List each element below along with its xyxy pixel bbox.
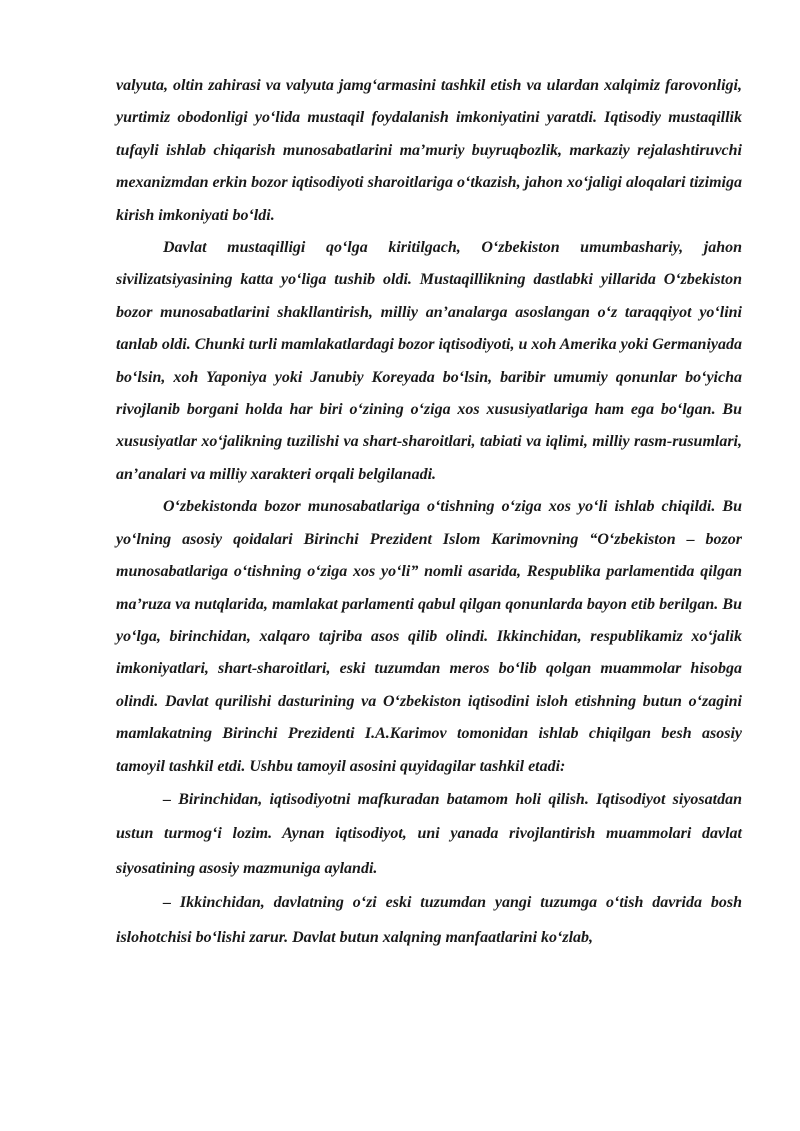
- list-item-second-principle: – Ikkinchidan, davlatning o‘zi eski tuzumdan yangi tuzumga o‘tish davrida bosh islohotchisi bo‘lishi zarur. Davlat butun xalqning manfaatlarini ko‘zlab,: [116, 894, 742, 946]
- paragraph-currency-reserves: valyuta, oltin zahirasi va valyuta jamg‘armasini tashkil etish va ulardan xalqimiz farovonligi, yurtimiz obodonligi yo‘lida mustaqil foydalanish imkoniyatini yaratdi. Iqtisodiy mustaqillik tufayli ishlab chiqarish munosabatlarini ma’muriy buyruqbozlik, markaziy rejalashtiruvchi mexanizmdan erkin bozor iqtisodiyoti sharoitlariga o‘tkazish, jahon xo‘jaligi aloqalari tizimiga kirish imkoniyati bo‘ldi.: [116, 77, 742, 224]
- list-item-first-principle: – Birinchidan, iqtisodiyotni mafkuradan batamom holi qilish. Iqtisodiyot siyosatdan ustun turmog‘i lozim. Aynan iqtisodiyot, uni yanada rivojlantirish muammolari davlat siyosatining asosiy mazmuniga aylandi.: [116, 790, 742, 877]
- paragraph-uzbek-model: O‘zbekistonda bozor munosabatlariga o‘tishning o‘ziga xos yo‘li ishlab chiqildi. Bu yo‘lning asosiy qoidalari Birinchi Prezident Islom Karimovning “O‘zbekiston – bozor munosabatlariga o‘tishning o‘ziga xos yo‘li” nomli asarida, Respublika parlamentida qilgan ma’ruza va nutqlarida, mamlakat parlamenti qabul qilgan qonunlarda bayon etib berilgan. Bu yo‘lga, birinchidan, xalqaro tajriba asos qilib olindi. Ikkinchidan, respublikamiz xo‘jalik imkoniyatlari, shart-sharoitlari, eski tuzumdan meros bo‘lib qolgan muammolar hisobga olindi. Davlat qurilishi dasturining va O‘zbekiston iqtisodini isloh etishning butun o‘zagini mamlakatning Birinchi Prezidenti I.A.Karimov tomonidan ishlab chiqilgan besh asosiy tamoyil tashkil etdi. Ushbu tamoyil asosini quyidagilar tashkil etadi:: [116, 498, 742, 775]
- document-page: [116, 70, 742, 955]
- paragraph-independence-path: Davlat mustaqilligi qo‘lga kiritilgach, O‘zbekiston umumbashariy, jahon sivilizatsiyasining katta yo‘liga tushib oldi. Mustaqillikning dastlabki yillarida O‘zbekiston bozor munosabatlarini shakllantirish, milliy an’analarga asoslangan o‘z taraqqiyot yo‘lini tanlab oldi. Chunki turli mamlakatlardagi bozor iqtisodiyoti, u xoh Amerika yoki Germaniyada bo‘lsin, xoh Yaponiya yoki Janubiy Koreyada bo‘lsin, baribir umumiy qonunlar bo‘yicha rivojlanib borgani holda har biri o‘zining o‘ziga xos xususiyatlariga ham ega bo‘lgan. Bu xususiyatlar xo‘jalikning tuzilishi va shart-sharoitlari, tabiati va iqlimi, milliy rasm-rusumlari, an’analari va milliy xarakteri orqali belgilanadi.: [116, 239, 742, 483]
